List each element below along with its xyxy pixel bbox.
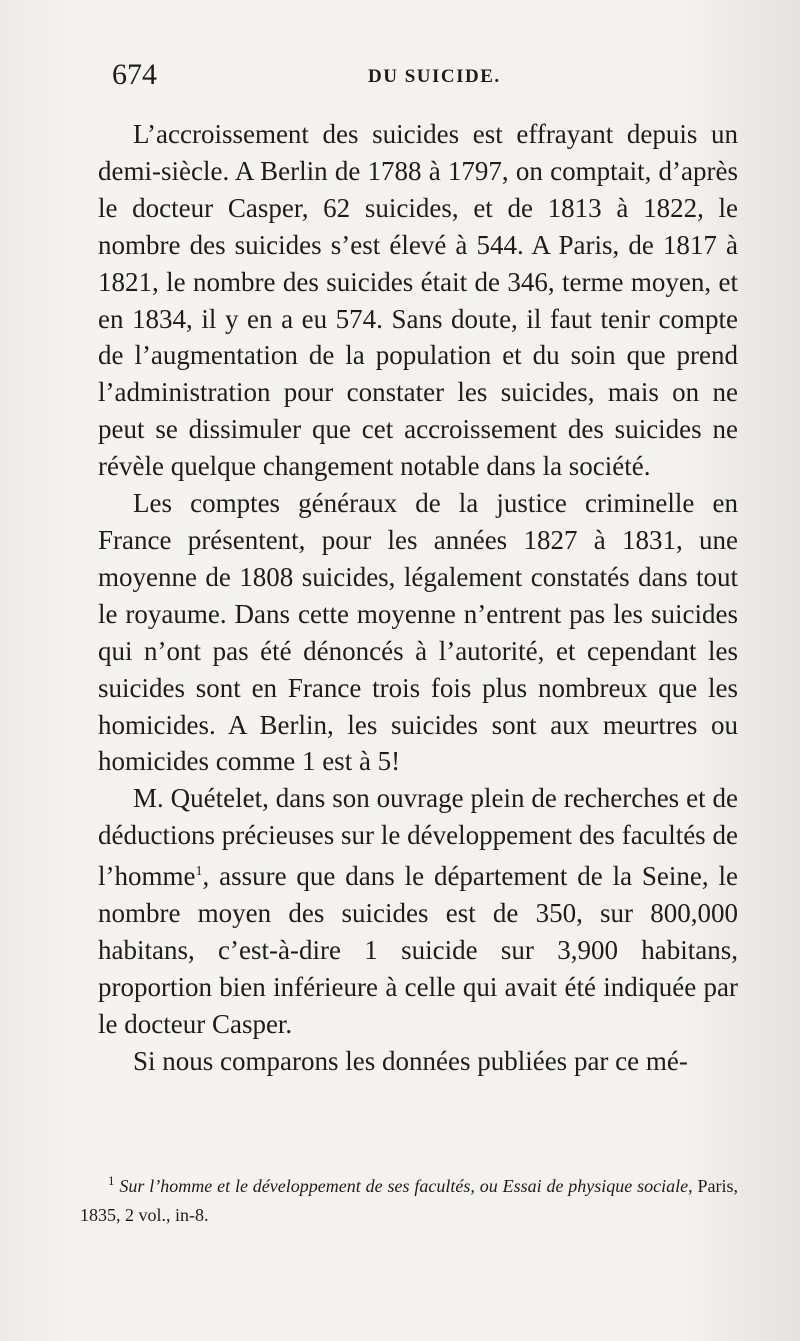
main-text xyxy=(98,116,738,1080)
running-title: DU SUICIDE. xyxy=(368,66,501,87)
page-number: 674 xyxy=(112,58,157,91)
footnote-publication: , Paris, 1835, 2 vol., in-8. xyxy=(80,1176,739,1225)
paragraph-3-part-1: M. Quételet, dans son ouvrage plein de recherches et de déductions précieuses sur le développement des facultés de l’homme xyxy=(98,783,738,892)
paragraph-1: L’accroissement des suicides est effrayant depuis un demi-siècle. A Berlin de 1788 à 1797, on comptait, d’après le docteur Casper, 62 suicides, et de 1813 à 1822, le nombre des suicides s’est élevé à 544. A Paris, de 1817 à 1821, le nombre des suicides était de 346, terme moyen, et en 1834, il y en a eu 574. Sans doute, il faut tenir compte de l’augmentation de la population et du soin que prend l’administration pour constater les suicides, mais on ne peut se dissimuler que cet accroissement des suicides ne révèle quelque changement notable dans la société. xyxy=(98,119,738,482)
footnote-reference[interactable]: 1 xyxy=(195,864,203,880)
paragraph-3-part-2: , assure que dans le département de la Seine, le nombre moyen des suicides est de 350, sur 800,000 habitans, c’est-à-dire 1 suicide sur 3,900 habitans, proportion bien inférieure à celle qui avait été indiquée par le docteur Casper. xyxy=(98,861,738,1039)
footnote-marker: 1 xyxy=(108,1173,115,1188)
footnotes xyxy=(80,1166,738,1230)
footnote-1 xyxy=(80,1166,738,1230)
paragraph-3 xyxy=(98,780,738,1042)
paragraph-2: Les comptes généraux de la justice criminelle en France présentent, pour les années 1827 à 1831, une moyenne de 1808 suicides, légalement constatés dans tout le royaume. Dans cette moyenne n’entrent pas les suicides qui n’ont pas été dénoncés à l’autorité, et cependant les suicides sont en France trois fois plus nombreux que les homicides. A Berlin, les suicides sont aux meurtres ou homicides comme 1 est à 5! xyxy=(98,488,738,777)
running-head xyxy=(112,58,752,98)
paragraph-4: Si nous comparons les données publiées par ce mé- xyxy=(133,1045,688,1076)
footnote-title: Sur l’homme et le développement de ses facultés, ou Essai de physique sociale xyxy=(119,1176,689,1196)
